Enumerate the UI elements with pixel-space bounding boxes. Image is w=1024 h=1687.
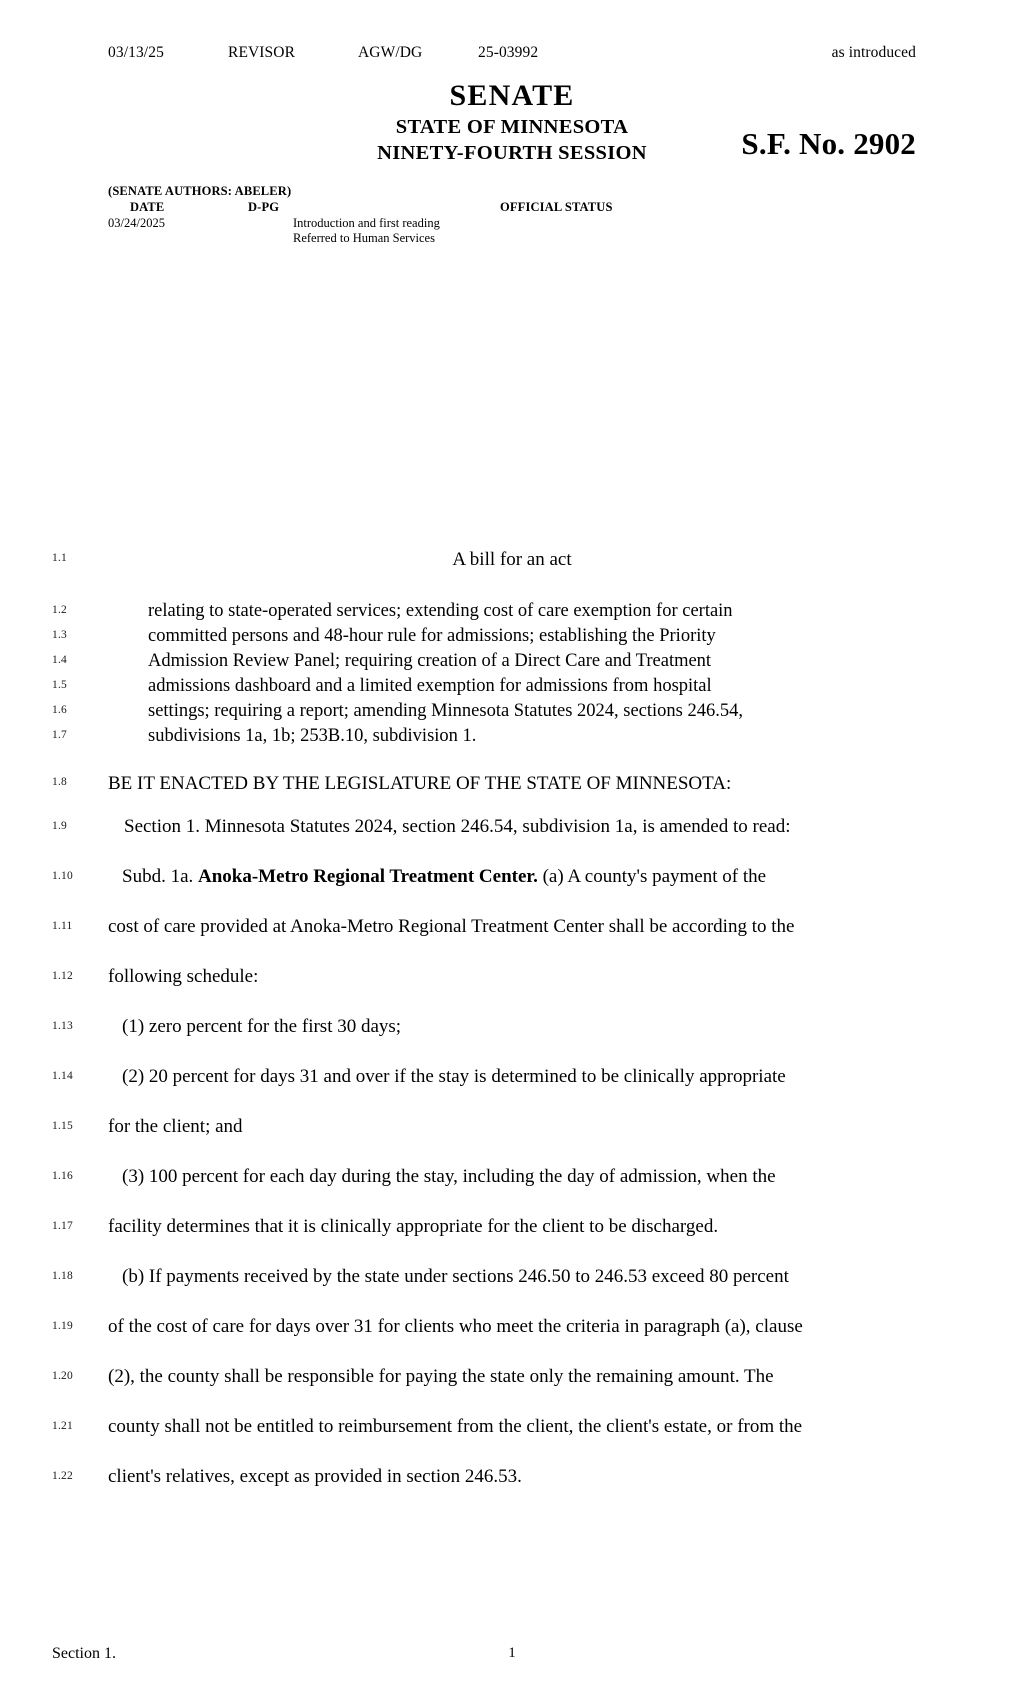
- statute-paragraph-text: [124, 816, 791, 838]
- statute-paragraph-text: [108, 966, 258, 988]
- masthead-session: NINETY-FOURTH SESSION: [377, 141, 647, 164]
- line-number: 1.5: [52, 679, 67, 691]
- statute-paragraph-text: [122, 1066, 786, 1088]
- line-number: 1.10: [52, 870, 73, 882]
- line-number: 1.19: [52, 1320, 73, 1332]
- paragraph-segment: (3) 100 percent for each day during the stay, including the day of admission, when the: [122, 1166, 776, 1187]
- statute-paragraph-text: [108, 1216, 718, 1238]
- paragraph-segment: Section 1. Minnesota Statutes 2024, section 246.54, subdivision 1a, is amended to read:: [124, 816, 791, 837]
- bill-number: S.F. No. 2902: [741, 126, 916, 161]
- column-header-dpg: D-PG: [248, 199, 280, 214]
- statute-paragraph-line: [0, 916, 1024, 970]
- long-title-text: committed persons and 48-hour rule for admissions; establishing the Priority: [148, 626, 716, 646]
- statute-paragraph-line: [0, 1366, 1024, 1420]
- column-header-official-status: OFFICIAL STATUS: [500, 199, 613, 214]
- line-number: 1.6: [52, 704, 67, 716]
- line-number: 1.14: [52, 1070, 73, 1082]
- footer-section-label: Section 1.: [52, 1645, 116, 1662]
- long-title-line: [0, 726, 1024, 754]
- statute-paragraph-text: [108, 1466, 522, 1488]
- header-document-number: 25-03992: [478, 44, 539, 61]
- paragraph-segment: (a) A county's payment of the: [537, 866, 767, 887]
- line-number: 1.8: [52, 776, 67, 788]
- masthead-chamber: SENATE: [449, 79, 575, 112]
- column-header-date: DATE: [130, 199, 165, 214]
- status-date: 03/24/2025: [108, 215, 165, 230]
- statute-paragraph-line: [0, 1066, 1024, 1120]
- statute-paragraph-text: [108, 1366, 774, 1388]
- statute-paragraph-line: [0, 1166, 1024, 1220]
- long-title-text: settings; requiring a report; amending Minnesota Statutes 2024, sections 246.54,: [148, 701, 743, 721]
- statute-paragraph-line: [0, 1116, 1024, 1170]
- statute-paragraph-line: [0, 966, 1024, 1020]
- line-number: 1.13: [52, 1020, 73, 1032]
- enacting-clause-row: [0, 773, 1024, 820]
- statute-paragraph-line: [0, 1016, 1024, 1070]
- line-number: 1.12: [52, 970, 73, 982]
- line-number: 1.7: [52, 729, 67, 741]
- bill-title: A bill for an act: [452, 549, 572, 570]
- long-title-text: relating to state-operated services; extending cost of care exemption for certain: [148, 601, 733, 621]
- header-version-status: as introduced: [831, 44, 916, 61]
- statute-paragraph-line: [0, 866, 1024, 920]
- statute-paragraph-text: [108, 1416, 802, 1438]
- statute-paragraph-line: [0, 1266, 1024, 1320]
- paragraph-segment: (2), the county shall be responsible for paying the state only the remaining amount. The: [108, 1366, 774, 1387]
- statute-paragraph-text: [108, 1316, 803, 1338]
- bill-title-row: [0, 549, 1024, 590]
- line-number: 1.17: [52, 1220, 73, 1232]
- paragraph-segment: county shall not be entitled to reimbursement from the client, the client's estate, or from the: [108, 1416, 803, 1437]
- line-number: 1.2: [52, 604, 67, 616]
- paragraph-segment: (1) zero percent for the first 30 days;: [122, 1016, 402, 1037]
- enacting-clause: BE IT ENACTED BY THE LEGISLATURE OF THE STATE OF MINNESOTA:: [108, 773, 732, 794]
- long-title-text: Admission Review Panel; requiring creation of a Direct Care and Treatment: [148, 651, 712, 671]
- line-number: 1.21: [52, 1420, 73, 1432]
- status-row: [108, 231, 728, 246]
- long-title-text: subdivisions 1a, 1b; 253B.10, subdivision 1.: [148, 726, 477, 746]
- line-number: 1.9: [52, 820, 67, 832]
- line-number: 1.1: [52, 552, 67, 564]
- line-number: 1.20: [52, 1370, 73, 1382]
- paragraph-segment: (2) 20 percent for days 31 and over if the stay is determined to be clinically appropriate: [122, 1066, 786, 1087]
- line-number: 1.18: [52, 1270, 73, 1282]
- line-number: 1.22: [52, 1470, 73, 1482]
- senate-authors: (SENATE AUTHORS: ABELER): [108, 184, 292, 198]
- statute-paragraph-text: [108, 1116, 243, 1138]
- paragraph-segment: client's relatives, except as provided in section 246.53.: [108, 1466, 522, 1487]
- line-number: 1.11: [52, 920, 73, 932]
- statute-paragraph-text: [122, 1166, 776, 1188]
- statute-paragraph-line: [0, 1216, 1024, 1270]
- line-number: 1.15: [52, 1120, 73, 1132]
- subdivision-heading: Anoka-Metro Regional Treatment Center.: [198, 866, 538, 887]
- long-title-text: admissions dashboard and a limited exemption for admissions from hospital: [148, 676, 712, 696]
- line-number: 1.16: [52, 1170, 73, 1182]
- header-date: 03/13/25: [108, 44, 164, 61]
- status-row: [108, 216, 728, 231]
- footer-page-number: 1: [508, 1645, 516, 1661]
- paragraph-segment: of the cost of care for days over 31 for clients who meet the criteria in paragraph (a), clause: [108, 1316, 803, 1337]
- statute-paragraph-text: [122, 1266, 789, 1288]
- line-number: 1.4: [52, 654, 67, 666]
- long-title-block: [0, 601, 1024, 754]
- statute-paragraph-text: [122, 866, 766, 888]
- header-revisor: REVISOR: [228, 44, 296, 61]
- paragraph-segment: cost of care provided at Anoka-Metro Regional Treatment Center shall be according to the: [108, 916, 795, 937]
- paragraph-segment: (b) If payments received by the state under sections 246.50 to 246.53 exceed 80 percent: [122, 1266, 789, 1287]
- running-header: [108, 44, 916, 62]
- bill-body: [0, 549, 1024, 1520]
- status-text: Referred to Human Services: [293, 230, 435, 245]
- statute-paragraph-text: [122, 1016, 401, 1038]
- header-drafter-initials: AGW/DG: [358, 44, 423, 61]
- statute-paragraph-line: [0, 1466, 1024, 1520]
- status-table-header: [108, 200, 728, 216]
- paragraph-segment: facility determines that it is clinically appropriate for the client to be discharged.: [108, 1216, 719, 1237]
- status-text: Introduction and first reading: [293, 215, 440, 230]
- statute-paragraph-line: [0, 1316, 1024, 1370]
- masthead-state: STATE OF MINNESOTA: [395, 115, 629, 138]
- statutory-paragraphs: [0, 816, 1024, 1520]
- line-number: 1.3: [52, 629, 67, 641]
- paragraph-segment: following schedule:: [108, 966, 259, 987]
- paragraph-segment: for the client; and: [108, 1116, 243, 1137]
- paragraph-segment: Subd. 1a.: [122, 866, 198, 887]
- statute-paragraph-line: [0, 1416, 1024, 1470]
- authors-status-block: [108, 184, 728, 246]
- statute-paragraph-text: [108, 916, 794, 938]
- statute-paragraph-line: [0, 816, 1024, 870]
